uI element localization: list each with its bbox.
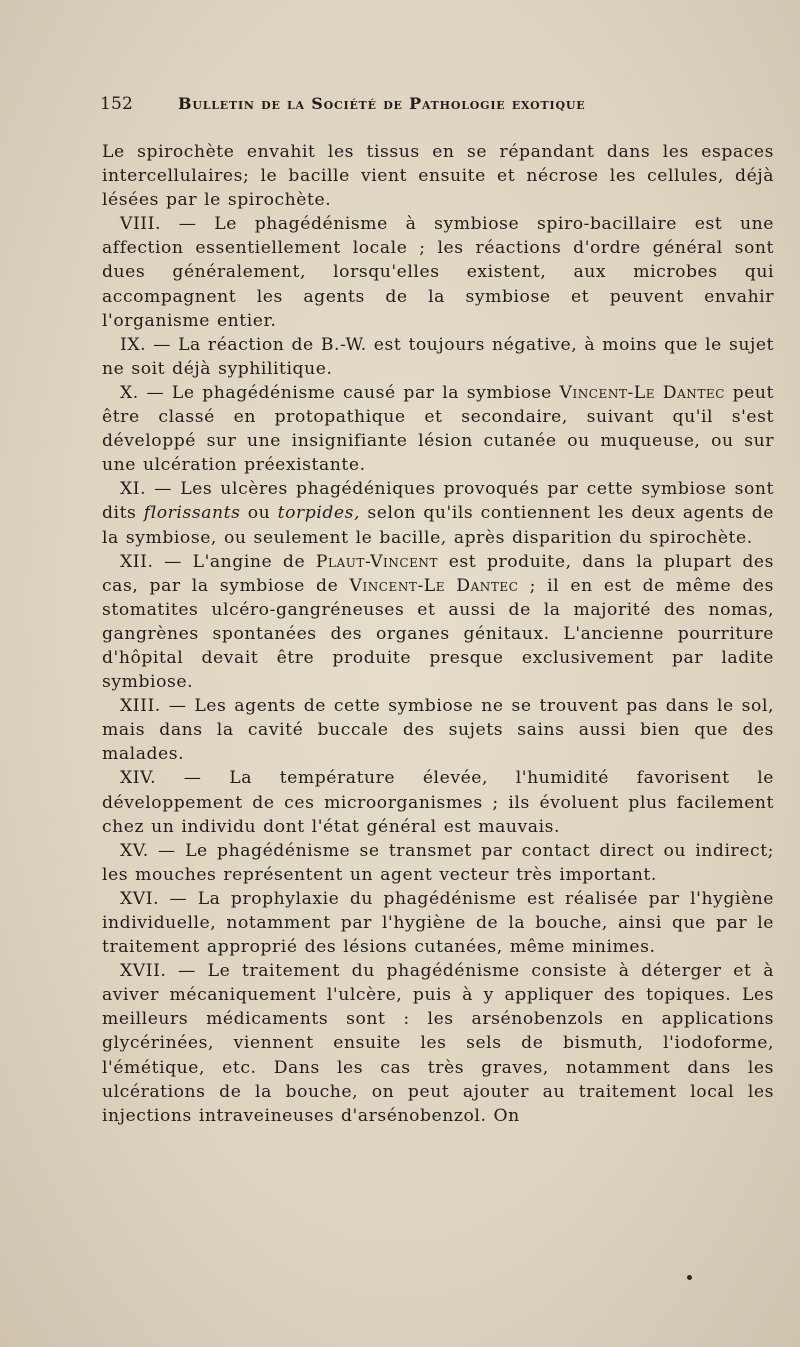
author-name: Vincent-Le Dantec	[559, 382, 725, 403]
text-segment: peut être classé en protopathique et secondaire, suivant qu'il s'est développé sur une insignifiante lésion cutanée ou muqueuse, ou sur une ulcération préexistante.	[102, 382, 774, 476]
emphasis-text: torpides,	[277, 503, 361, 524]
paragraph	[102, 477, 774, 549]
body-text	[102, 140, 774, 1128]
ink-speck	[687, 1275, 692, 1280]
text-segment: XVI. — La prophylaxie du phagédénisme est réalisée par l'hygiène individuelle, notamment par l'hygiène de la bouche, ainsi que par le traitement approprié des lésions cutanées, même minimes.	[102, 888, 774, 958]
text-segment: Le spirochète envahit les tissus en se répandant dans les espaces intercellulaires; le bacille vient ensuite et nécrose les cellules, déjà lésées par le spirochète.	[102, 142, 774, 211]
author-name: Plaut-Vincent	[315, 551, 439, 572]
paragraph	[102, 140, 774, 212]
paragraph	[102, 959, 774, 1128]
page-header	[100, 94, 660, 114]
paragraph	[102, 694, 774, 766]
text-segment: est produite, dans la plupart des cas, par la symbiose de	[102, 551, 775, 596]
text-segment: ; il en est de même des stomatites ulcéro-gangréneuses et aussi de la majorité des nomas, gangrènes spontanées des organes génitaux. L'ancienne pourriture d'hôpital devait être produite presque exclusivement par ladite symbiose.	[102, 575, 774, 693]
paragraph	[102, 839, 774, 887]
text-segment: ou	[240, 503, 278, 524]
text-segment: XIII. — Les agents de cette symbiose ne se trouvent pas dans le sol, mais dans la cavité buccale des sujets sains aussi bien que des malades.	[102, 696, 774, 765]
text-segment: XI. — Les ulcères phagédéniques provoqués par cette symbiose sont dits	[102, 479, 774, 524]
running-head: Bulletin de la Société de Pathologie exotique	[178, 94, 586, 113]
text-segment: XIV. — La température élevée, l'humidité favorisent le développement de ces microorganismes ; ils évoluent plus facilement chez un individu dont l'état général est mauvais.	[102, 768, 774, 837]
text-segment: XVII. — Le traitement du phagédénisme consiste à déterger et à aviver mécaniquement l'ulcère, puis à y appliquer des topiques. Les meilleurs médicaments sont : les arsénobenzols en applications glycérinées, viennent ensuite les sels de bismuth, l'iodoforme, l'émétique, etc. Dans les cas très graves, notamment dans les ulcérations de la bouche, on peut ajouter au traitement local les injections intraveineuses d'arsénobenzol. On	[102, 961, 774, 1126]
text-segment: XV. — Le phagédénisme se transmet par contact direct ou indirect; les mouches représentent un agent vecteur très important.	[102, 840, 774, 885]
text-segment: XII. — L'angine de	[120, 551, 316, 572]
text-segment: selon qu'ils contiennent les deux agents de la symbiose, ou seulement le bacille, après disparition du spirochète.	[102, 503, 774, 548]
paragraph	[102, 212, 774, 332]
text-segment: VIII. — Le phagédénisme à symbiose spiro-bacillaire est une affection essentiellement locale ; les réactions d'ordre général sont dues généralement, lorsqu'elles existent, aux microbes qui accompagnent les agents de la symbiose et peuvent envahir l'organisme entier.	[102, 214, 774, 331]
author-name: Vincent-Le Dantec	[349, 575, 519, 596]
text-segment: X. — Le phagédénisme causé par la symbiose	[120, 382, 560, 403]
paragraph	[102, 550, 774, 695]
paragraph	[102, 887, 774, 959]
text-segment: IX. — La réaction de B.-W. est toujours négative, à moins que le sujet ne soit déjà syphilitique.	[102, 334, 774, 379]
paragraph	[102, 766, 774, 838]
paragraph	[102, 381, 774, 477]
emphasis-text: florissants	[143, 503, 241, 524]
page-number: 152	[100, 94, 134, 114]
paragraph	[102, 333, 774, 381]
